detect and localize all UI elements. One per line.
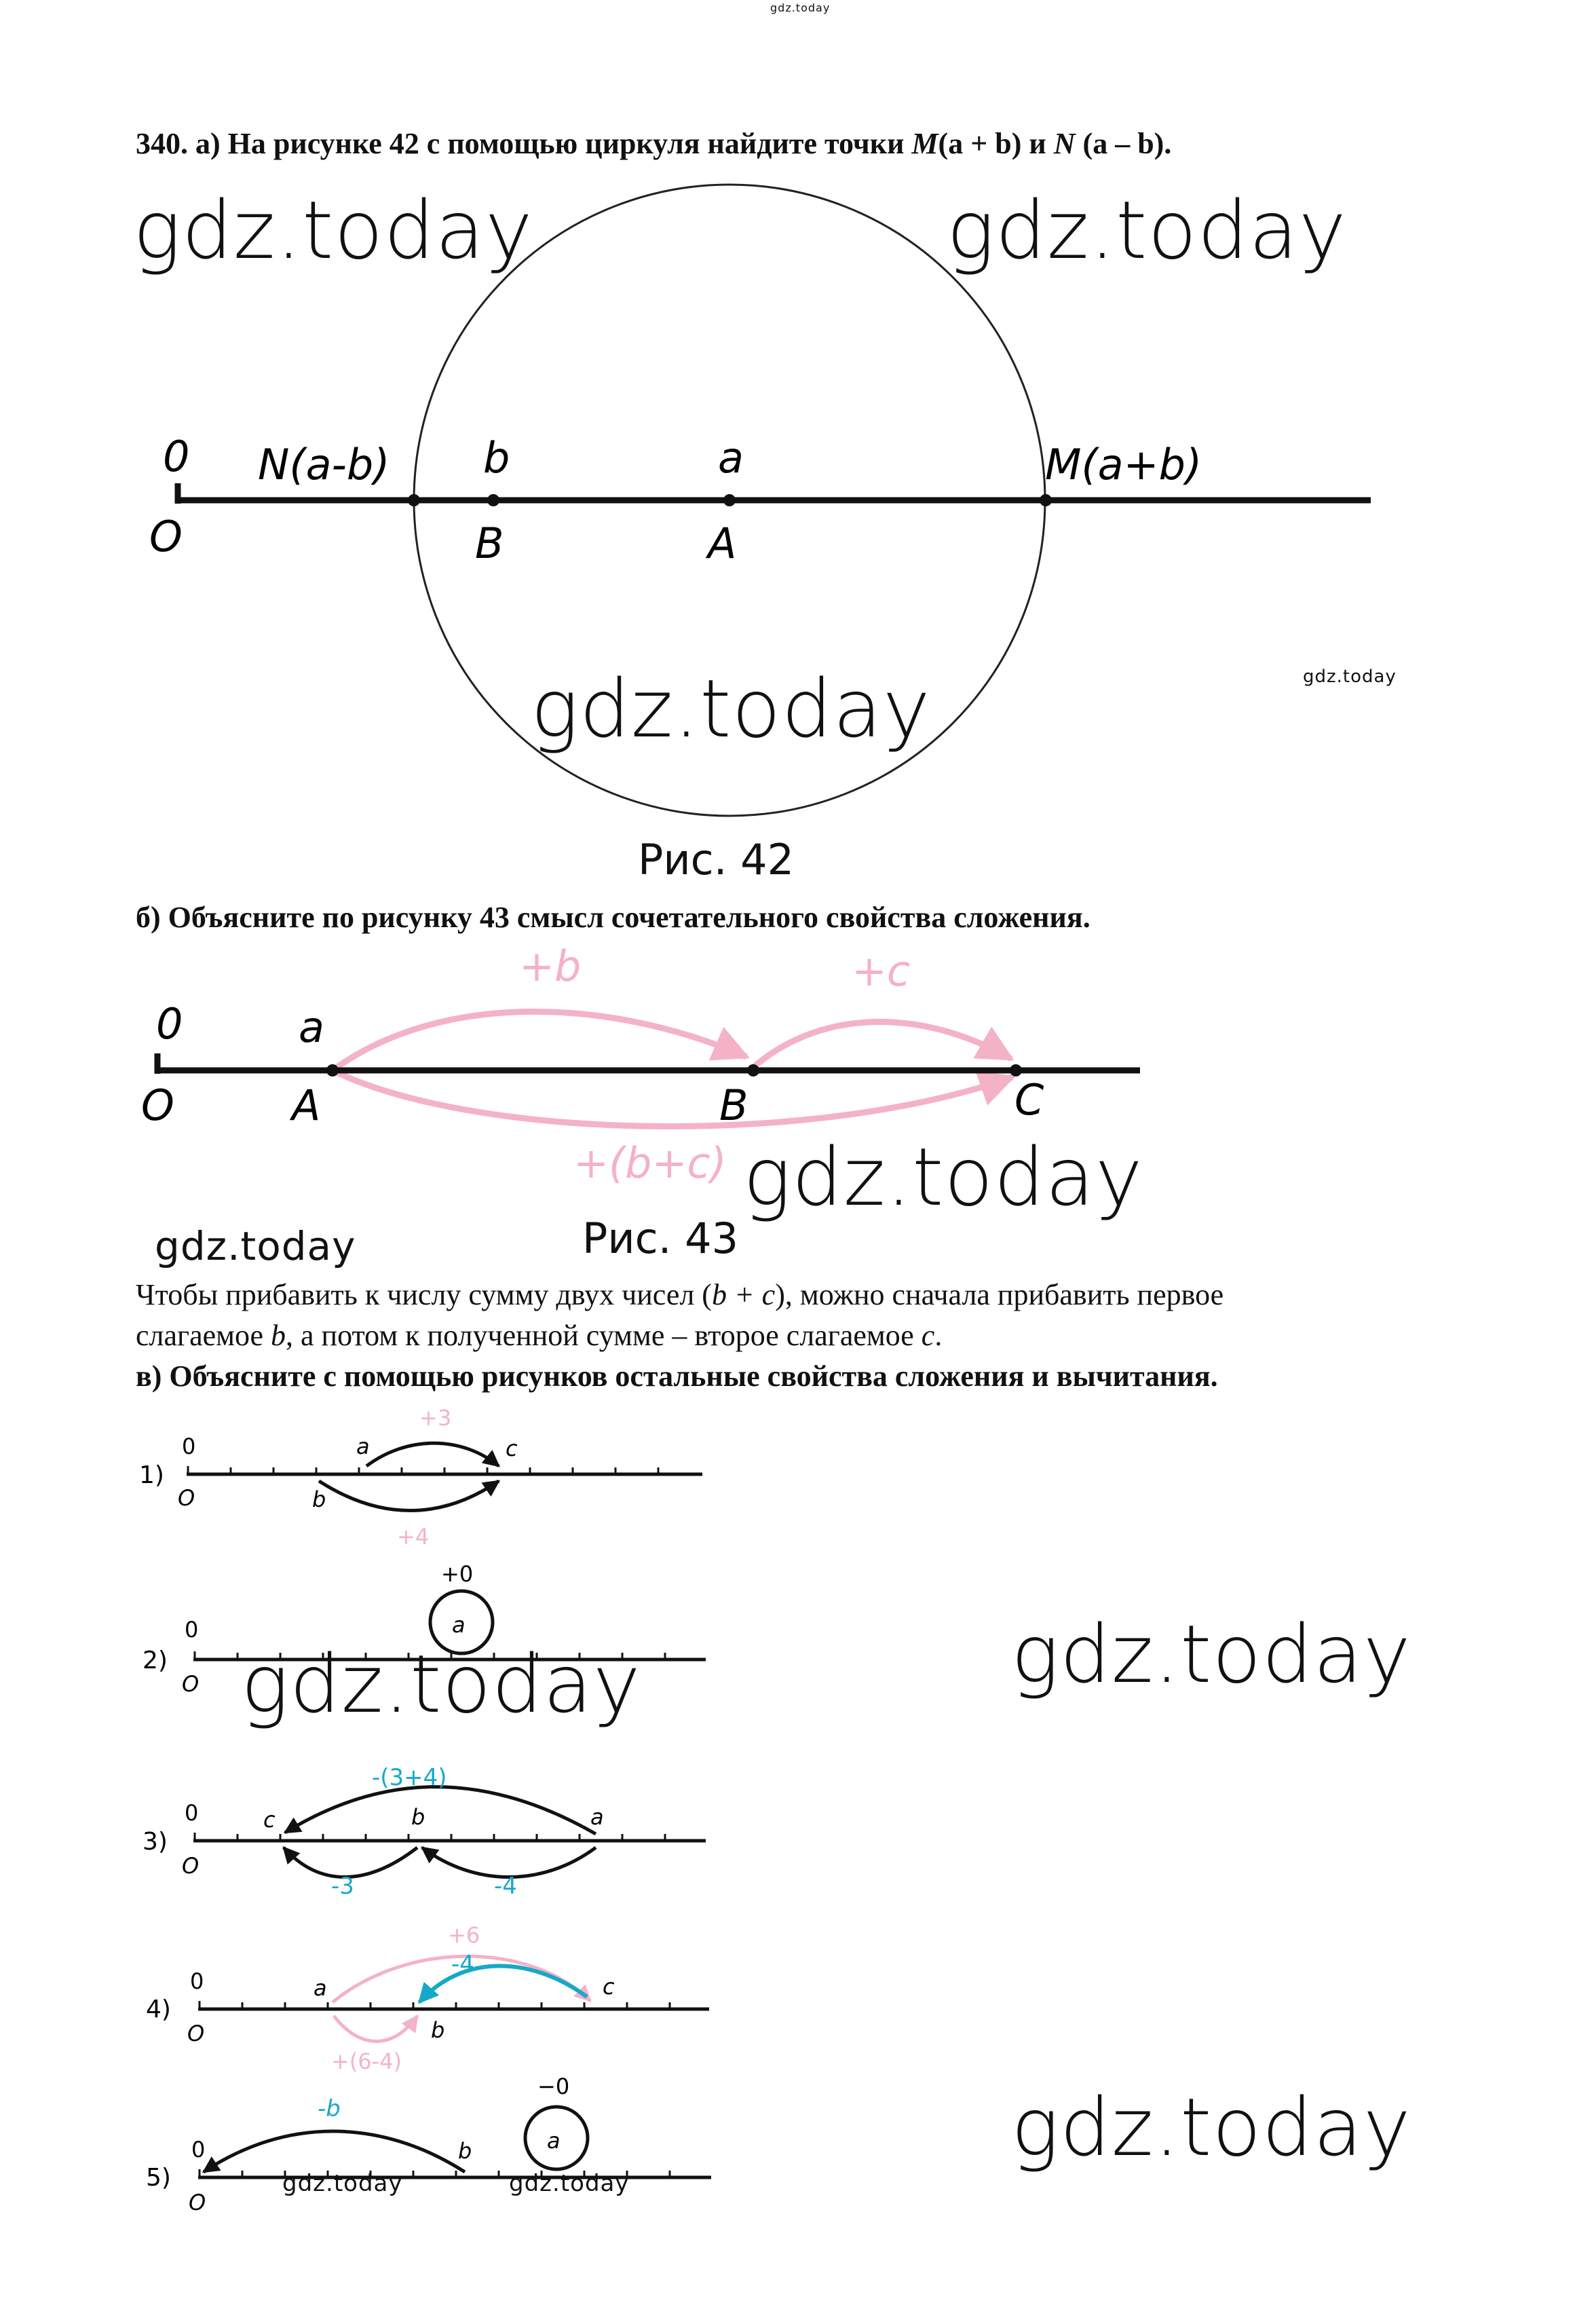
d2-top: +0 xyxy=(441,1561,474,1587)
label-a: a xyxy=(718,433,744,483)
point-m-args: (a + b) xyxy=(938,127,1022,160)
watermark-6: gdz.today xyxy=(241,1637,641,1731)
label-cap-a: A xyxy=(708,519,737,568)
watermark-2: gdz.today xyxy=(947,183,1347,277)
d1-zero: 0 xyxy=(182,1433,196,1459)
d1-c: c xyxy=(506,1436,518,1461)
d2-num: 2) xyxy=(143,1647,168,1674)
d5-num: 5) xyxy=(146,2164,171,2192)
point-n-args: (a – b) xyxy=(1075,127,1164,160)
d5-top: -b xyxy=(318,2095,341,2122)
part-b-title: б) Объясните по рисунку 43 смысл сочетательного свойства сложения. xyxy=(136,901,1090,934)
watermark-7: gdz.today xyxy=(1011,1607,1411,1701)
d4-c: c xyxy=(603,1974,615,2000)
point-b-dot xyxy=(487,494,499,506)
figure-43-caption: Рис. 43 xyxy=(582,1214,739,1263)
label-cap-b-43: B xyxy=(719,1081,748,1130)
label-cap-c-43: C xyxy=(1014,1075,1044,1125)
arrow-plus-bc xyxy=(333,1070,1012,1126)
d4-num: 4) xyxy=(146,1995,171,2023)
d3-arrow-top xyxy=(285,1787,596,1834)
explanation-line-1 xyxy=(136,1277,1223,1312)
d3-zero: 0 xyxy=(185,1800,199,1826)
and-word: и xyxy=(1021,127,1054,160)
d1-num: 1) xyxy=(139,1461,164,1489)
d3-bl: -3 xyxy=(331,1873,354,1900)
expl-2-c: c xyxy=(921,1319,935,1352)
d1-a: a xyxy=(356,1433,370,1459)
arrow-plus-c xyxy=(750,1022,1011,1070)
d2-zero: 0 xyxy=(185,1617,199,1643)
d1-o: O xyxy=(178,1485,195,1511)
d4-blue-top: -4 xyxy=(451,1951,474,1978)
watermark-small-1: gdz.today xyxy=(1303,667,1397,687)
d4-arrow-cyan xyxy=(419,1966,587,2002)
d5-loop-label: −0 xyxy=(537,2074,570,2099)
d4-zero: 0 xyxy=(190,1968,204,1994)
d3-a: a xyxy=(590,1804,604,1830)
figure-42-caption: Рис. 42 xyxy=(638,835,795,884)
expl-2-pre: слагаемое xyxy=(136,1319,271,1352)
label-n: N(a-b) xyxy=(258,440,390,489)
d3-top: -(3+4) xyxy=(372,1764,447,1791)
watermark-8: gdz.today xyxy=(1011,2080,1411,2174)
expl-1-post: ), можно сначала прибавить первое xyxy=(775,1278,1224,1311)
watermark-9: gdz.today xyxy=(282,2170,403,2197)
d2-a: a xyxy=(452,1612,466,1638)
expl-2-b: b xyxy=(271,1319,286,1352)
label-o: O xyxy=(149,512,183,561)
d3-o: O xyxy=(182,1853,200,1879)
label-cap-a-43: A xyxy=(292,1081,321,1130)
d3-br: -4 xyxy=(494,1873,517,1900)
watermark-3: gdz.today xyxy=(531,662,931,755)
d3-c: c xyxy=(263,1807,276,1833)
d4-pink-top: +6 xyxy=(448,1922,480,1948)
label-b: b xyxy=(483,433,510,483)
d1-top: +3 xyxy=(419,1405,452,1431)
d5-o: O xyxy=(189,2190,206,2215)
period: . xyxy=(1164,127,1172,160)
d5-arrow-top xyxy=(204,2131,465,2172)
label-plus-bc: +(b+c) xyxy=(573,1138,727,1188)
d1-b: b xyxy=(312,1486,326,1512)
label-o-43: O xyxy=(141,1081,174,1130)
label-plus-c: +c xyxy=(852,946,911,996)
d4-b: b xyxy=(431,2017,445,2043)
watermark-4: gdz.today xyxy=(743,1130,1143,1224)
explanation-line-2 xyxy=(136,1318,942,1353)
point-a-43 xyxy=(326,1064,339,1076)
d3-b: b xyxy=(411,1804,425,1830)
d3-num: 3) xyxy=(143,1828,168,1856)
part-c-title: в) Объясните с помощью рисунков остальные свойства сложения и вычитания. xyxy=(136,1360,1218,1393)
point-n: N xyxy=(1053,127,1076,160)
watermark-1: gdz.today xyxy=(133,183,533,277)
point-a-dot xyxy=(723,494,736,506)
d4-bottom: +(6-4) xyxy=(331,2048,402,2074)
diagram-4 xyxy=(146,1922,709,2074)
d4-o: O xyxy=(187,2021,205,2046)
property-diagrams xyxy=(0,1398,814,2281)
problem-a-text: 340. а) На рисунке 42 с помощью циркуля найдите точки xyxy=(136,127,912,160)
label-a-43: a xyxy=(299,1002,324,1052)
d2-o: O xyxy=(182,1671,200,1697)
d4-arrow-pink-bottom xyxy=(334,2016,417,2042)
label-plus-b: +b xyxy=(519,941,582,991)
arrow-plus-b xyxy=(333,1011,746,1070)
point-m: M xyxy=(911,127,938,160)
diagram-3 xyxy=(143,1764,706,1900)
label-m: M(a+b) xyxy=(1045,440,1202,489)
watermark-5: gdz.today xyxy=(155,1223,356,1269)
point-b-43 xyxy=(747,1064,759,1076)
header-watermark: gdz.today xyxy=(770,1,831,14)
watermark-10: gdz.today xyxy=(509,2170,630,2197)
diagram-1 xyxy=(139,1405,702,1550)
d5-a: a xyxy=(547,2128,561,2154)
point-n-dot xyxy=(408,494,420,506)
point-m-dot xyxy=(1040,494,1052,506)
label-zero: 0 xyxy=(163,432,190,481)
d4-a: a xyxy=(314,1975,327,2001)
label-zero-43: 0 xyxy=(156,999,183,1049)
expl-1-pre: Чтобы прибавить к числу сумму двух чисел ( xyxy=(136,1278,712,1311)
expl-1-var: b + c xyxy=(711,1278,776,1311)
figure-42 xyxy=(0,0,1575,910)
d1-arrow-bottom xyxy=(319,1481,499,1511)
d1-arrow-top xyxy=(366,1443,499,1466)
d1-bottom: +4 xyxy=(397,1524,430,1550)
d5-zero: 0 xyxy=(191,2137,206,2162)
expl-2-mid: , а потом к полученной сумме – второе слагаемое xyxy=(286,1319,922,1352)
expl-2-end: . xyxy=(934,1319,943,1352)
d5-b: b xyxy=(458,2138,472,2164)
label-cap-b: B xyxy=(475,519,504,568)
